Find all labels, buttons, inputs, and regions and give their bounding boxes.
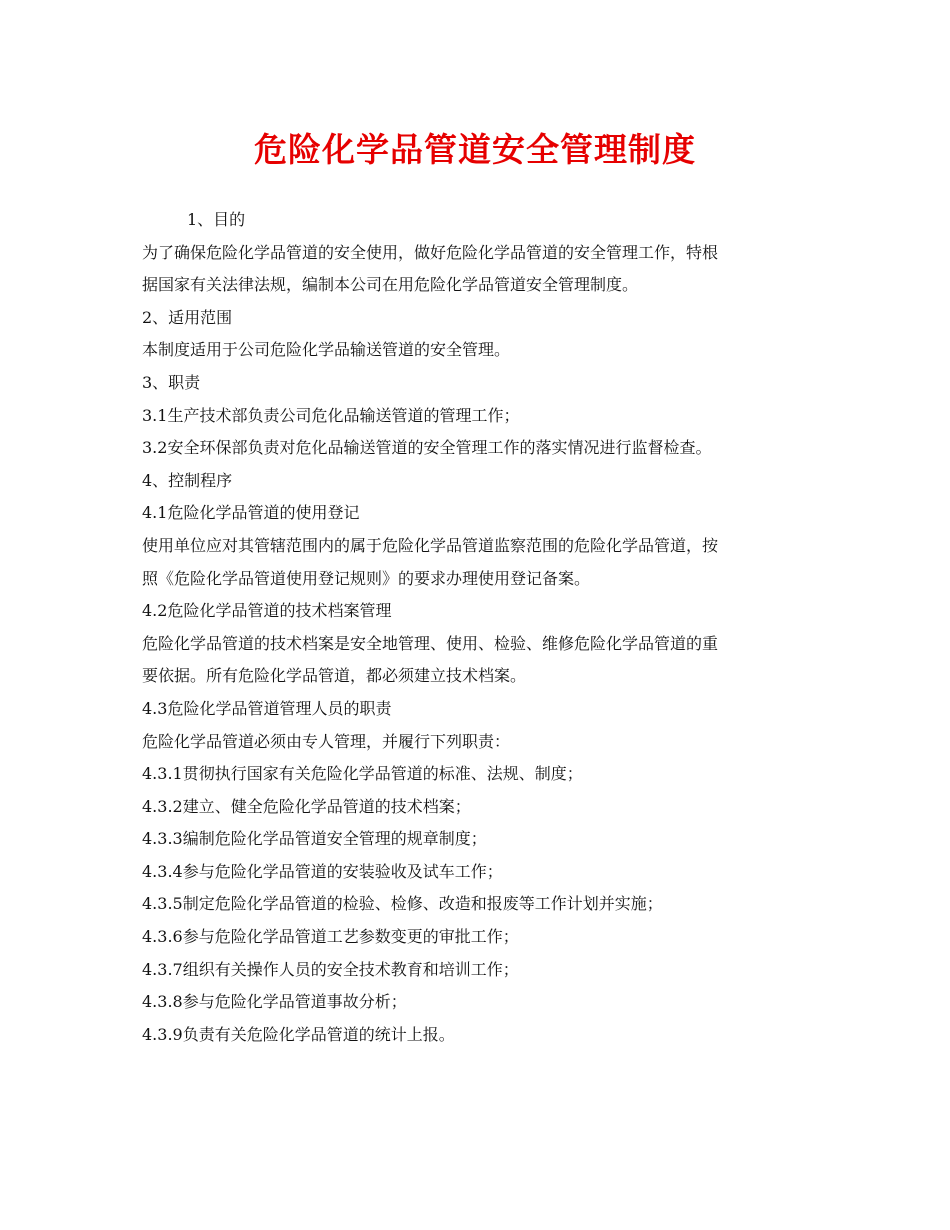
document-body (142, 204, 822, 1051)
section-heading-responsibilities: 3、职责 (142, 372, 201, 392)
paragraph-line: 本制度适用于公司危险化学品输送管道的安全管理。 (142, 340, 511, 360)
paragraph-line: 要依据。所有危险化学品管道，都必须建立技术档案。 (142, 666, 527, 686)
clause-line: 4.3.4参与危险化学品管道的安装验收及试车工作； (142, 861, 503, 881)
paragraph-line: 使用单位应对其管辖范围内的属于危险化学品管道监察范围的危险化学品管道，按 (142, 535, 719, 555)
paragraph-line: 为了确保危险化学品管道的安全使用，做好危险化学品管道的安全管理工作，特根 (142, 242, 719, 262)
clause-line: 4.3.6参与危险化学品管道工艺参数变更的审批工作； (142, 927, 519, 947)
clause-line: 3.1生产技术部负责公司危化品输送管道的管理工作； (142, 405, 520, 425)
section-heading-scope: 2、适用范围 (142, 307, 233, 327)
subsection-heading: 4.1危险化学品管道的使用登记 (142, 503, 360, 523)
clause-line: 4.3.1贯彻执行国家有关危险化学品管道的标准、法规、制度； (142, 764, 583, 784)
subsection-heading: 4.2危险化学品管道的技术档案管理 (142, 601, 392, 621)
paragraph-line: 照《危险化学品管道使用登记规则》的要求办理使用登记备案。 (142, 568, 591, 588)
paragraph-line: 据国家有关法律法规，编制本公司在用危险化学品管道安全管理制度。 (142, 275, 639, 295)
paragraph-line: 危险化学品管道必须由专人管理，并履行下列职责： (142, 731, 511, 751)
clause-line: 4.3.5制定危险化学品管道的检验、检修、改造和报废等工作计划并实施； (142, 894, 663, 914)
clause-line: 4.3.2建立、健全危险化学品管道的技术档案； (142, 796, 471, 816)
clause-line: 4.3.9负责有关危险化学品管道的统计上报。 (142, 1024, 455, 1044)
paragraph-line: 危险化学品管道的技术档案是安全地管理、使用、检验、维修危险化学品管道的重 (142, 633, 719, 653)
clause-line: 4.3.7组织有关操作人员的安全技术教育和培训工作； (142, 959, 519, 979)
clause-line: 4.3.8参与危险化学品管道事故分析； (142, 992, 407, 1012)
subsection-heading: 4.3危险化学品管道管理人员的职责 (142, 698, 392, 718)
clause-line: 3.2安全环保部负责对危化品输送管道的安全管理工作的落实情况进行监督检查。 (142, 438, 712, 458)
clause-line: 4.3.3编制危险化学品管道安全管理的规章制度； (142, 829, 487, 849)
section-heading-control-procedure: 4、控制程序 (142, 470, 233, 490)
section-heading-purpose: 1、目的 (187, 210, 246, 229)
document-title: 危险化学品管道安全管理制度 (254, 130, 696, 169)
